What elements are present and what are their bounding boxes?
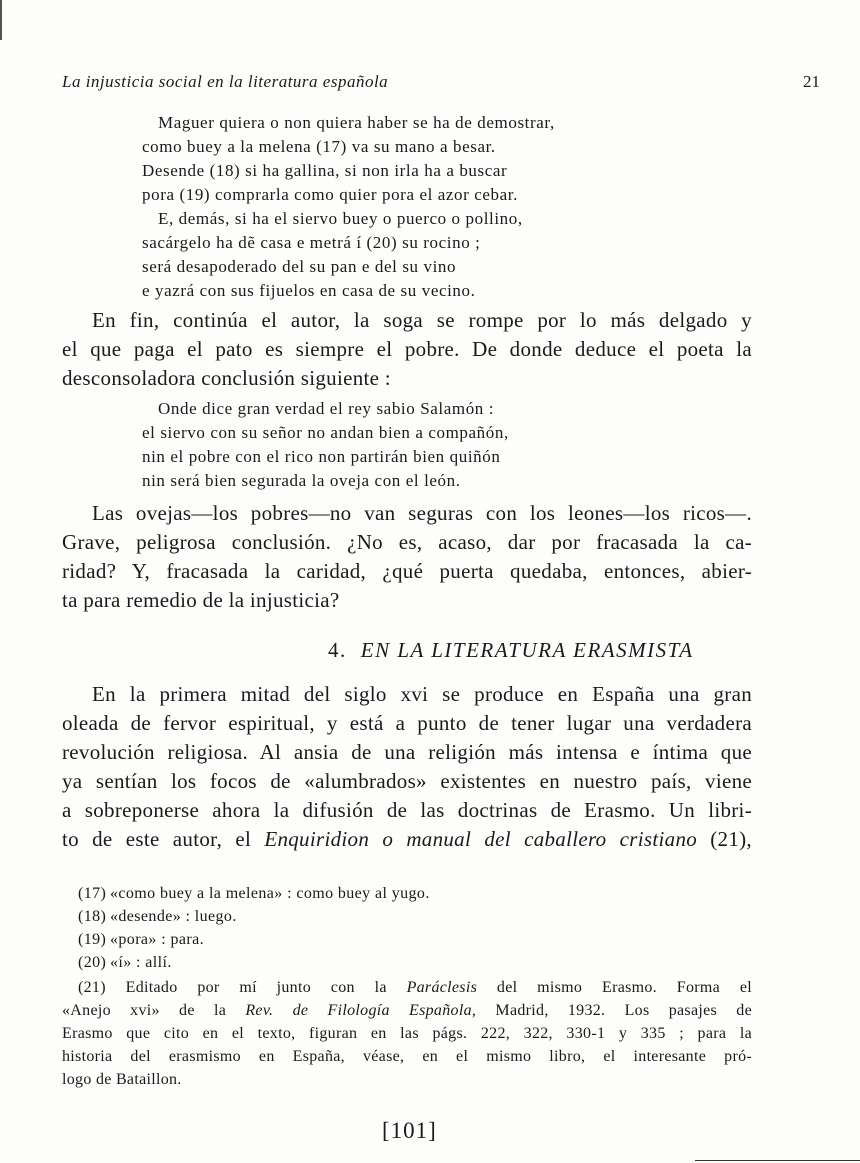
footnote-text: «como buey a la melena» : como buey al yugo. [110,885,430,902]
section-heading [328,638,694,663]
footnote-line: logo de Bataillon. [62,1071,182,1088]
prose-line: a sobreponerse ahora la difusión de las doctrinas de Erasmo. Un libri- [62,798,752,822]
section-number: 4. [328,638,347,662]
footnote-number: (17) [78,885,107,902]
verse-line: Maguer quiera o non quiera haber se ha de demostrar, [158,113,555,132]
footnote-text: Madrid, 1932. Los pasajes de [476,1002,752,1019]
paragraph-1 [62,306,752,393]
running-title: La injusticia social en la literatura española [62,72,389,91]
verse-line: Onde dice gran verdad el rey sabio Salamón : [158,399,495,418]
work-title: Paráclesis [406,979,478,996]
verse-line: Desende (18) si ha gallina, si non irla ha a buscar [142,161,508,180]
footnote-number: (19) [78,931,107,948]
running-header [62,72,820,102]
prose-line: revolución religiosa. Al ansia de una religión más intensa e íntima que [62,740,752,764]
prose-line: Grave, peligrosa conclusión. ¿No es, acaso, dar por fracasada la ca- [62,530,752,554]
footnote-text: del mismo Erasmo. Forma el [477,979,752,996]
footnotes [78,882,752,974]
journal-title: Rev. de Filología Española, [245,1002,477,1019]
verse-line: nin será bien segurada la oveja con el león. [142,471,461,490]
book-title: Enquiridion o manual del caballero cristiano [264,827,698,851]
section-title: EN LA LITERATURA ERASMISTA [360,638,694,662]
verse-line: como buey a la melena (17) va su mano a besar. [142,137,496,156]
prose-line: desconsoladora conclusión siguiente : [62,366,391,390]
verse-line: sacárgelo ha dẽ casa e metrá í (20) su rocino ; [142,233,481,252]
verse-line: pora (19) comprarla como quier pora el azor cebar. [142,185,518,204]
footnote [78,951,752,974]
verse-quote-2 [142,397,509,493]
footnote-text: (21) Editado por mí junto con la [78,979,407,996]
footnote-text: «Anejo xvi» de la [62,1002,246,1019]
prose-line: ta para remedio de la injusticia? [62,588,340,612]
prose-text: to de este autor, el [62,827,265,851]
page-number: 21 [803,72,820,91]
prose-line [62,825,752,854]
footnote [78,882,752,905]
paragraph-3 [62,680,752,854]
folio-number: [101] [382,1118,437,1143]
prose-line: oleada de fervor espiritual, y está a punto de tener lugar una verdadera [62,711,752,735]
footnote-line: Erasmo que cito en el texto, figuran en las págs. 222, 322, 330-1 y 335 ; para la [62,1025,752,1042]
footnote [78,905,752,928]
prose-line: ridad? Y, fracasada la caridad, ¿qué puerta quedaba, entonces, abier- [62,559,752,583]
paragraph-2 [62,499,752,615]
prose-line: el que paga el pato es siempre el pobre. De donde deduce el poeta la [62,337,752,361]
footnote [78,928,752,951]
footnote-line [62,999,752,1022]
verse-quote-1 [142,111,555,303]
footnote-line: historia del erasmismo en España, véase, en el mismo libro, el interesante pró- [62,1048,752,1065]
prose-line: Las ovejas—los pobres—no van seguras con los leones—los ricos—. [92,501,752,525]
prose-line: ya sentían los focos de «alumbrados» existentes en nuestro país, viene [62,769,752,793]
footnote-text: «pora» : para. [110,931,205,948]
prose-line: En fin, continúa el autor, la soga se rompe por lo más delgado y [92,308,752,332]
footnote-21 [62,976,752,1091]
verse-line: E, demás, si ha el siervo buey o puerco o pollino, [158,209,523,228]
prose-text: (21), [697,827,752,851]
footnote-text: «desende» : luego. [110,908,237,925]
footnote-number: (18) [78,908,107,925]
scan-edge-mark [0,0,2,40]
verse-line: será desapoderado del su pan e del su vino [142,257,457,276]
prose-line: En la primera mitad del siglo xvi se produce en España una gran [92,682,752,706]
verse-line: nin el pobre con el rico non partirán bien quiñón [142,447,501,466]
footnote-number: (20) [78,954,107,971]
verse-line: e yazrá con sus fijuelos en casa de su vecino. [142,281,476,300]
scan-bottom-rule [695,1160,860,1161]
footnote-text: «í» : allí. [110,954,172,971]
footnote-line [62,976,752,999]
verse-line: el siervo con su señor no andan bien a compañón, [142,423,509,442]
